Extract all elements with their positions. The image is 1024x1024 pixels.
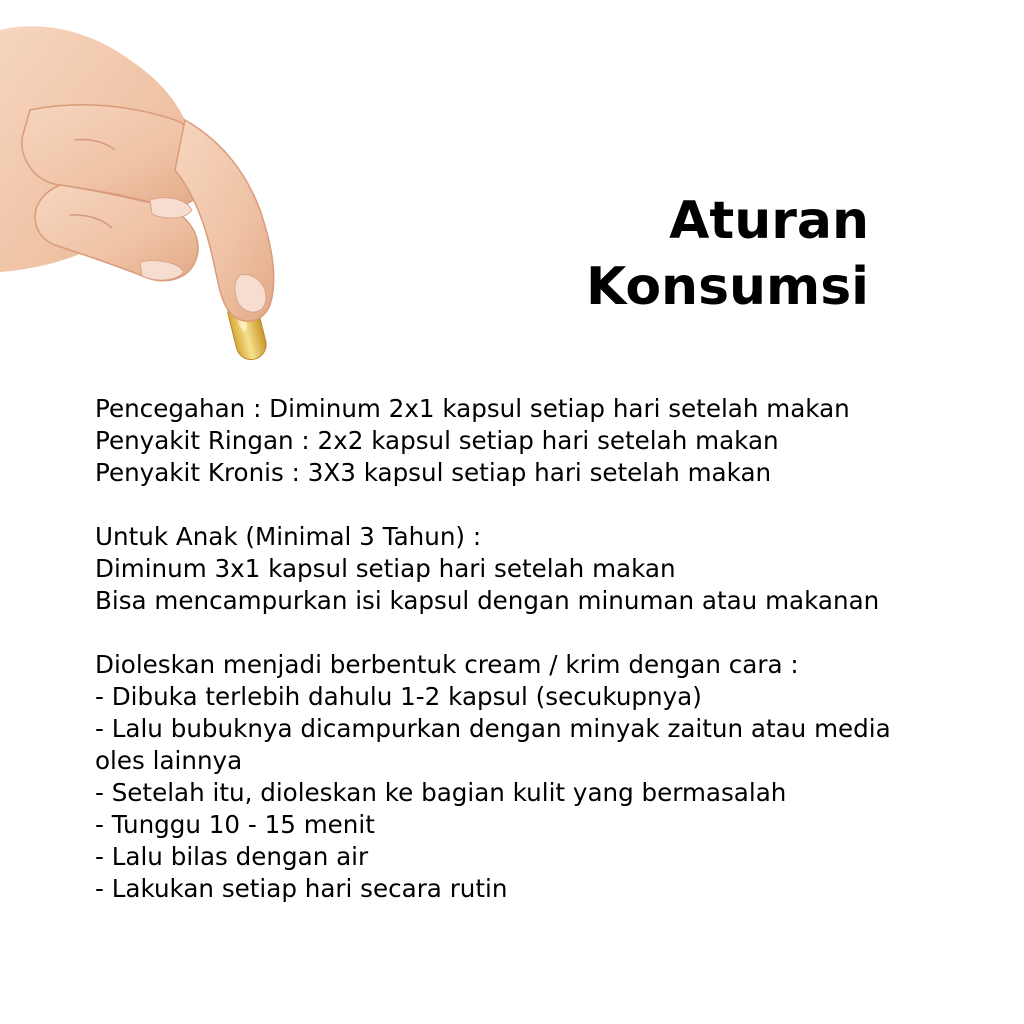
paragraph-gap [95, 489, 975, 521]
topical-step: - Lakukan setiap hari secara rutin [95, 874, 508, 903]
topical-step-continued: oles lainnya [95, 746, 243, 775]
hand-holding-capsule-icon [0, 0, 300, 370]
dosage-line: Penyakit Kronis : 3X3 kapsul setiap hari setelah makan [95, 458, 772, 487]
title-line-1: Aturan [669, 191, 869, 251]
topical-step: - Dibuka terlebih dahulu 1-2 kapsul (secukupnya) [95, 682, 702, 711]
children-line: Diminum 3x1 kapsul setiap hari setelah makan [95, 554, 676, 583]
instructions-body [95, 393, 975, 905]
title-line-2: Konsumsi [585, 257, 869, 317]
dosage-line: Penyakit Ringan : 2x2 kapsul setiap hari setelah makan [95, 426, 779, 455]
children-heading: Untuk Anak (Minimal 3 Tahun) : [95, 522, 482, 551]
paragraph-gap [95, 617, 975, 649]
topical-step: - Lalu bubuknya dicampurkan dengan minyak zaitun atau media [95, 714, 891, 743]
topical-step: - Setelah itu, dioleskan ke bagian kulit yang bermasalah [95, 778, 787, 807]
children-line: Bisa mencampurkan isi kapsul dengan minuman atau makanan [95, 586, 880, 615]
topical-heading: Dioleskan menjadi berbentuk cream / krim dengan cara : [95, 650, 799, 679]
dosage-line: Pencegahan : Diminum 2x1 kapsul setiap hari setelah makan [95, 394, 850, 423]
topical-step: - Tunggu 10 - 15 menit [95, 810, 375, 839]
topical-step: - Lalu bilas dengan air [95, 842, 369, 871]
page-title [586, 188, 869, 320]
